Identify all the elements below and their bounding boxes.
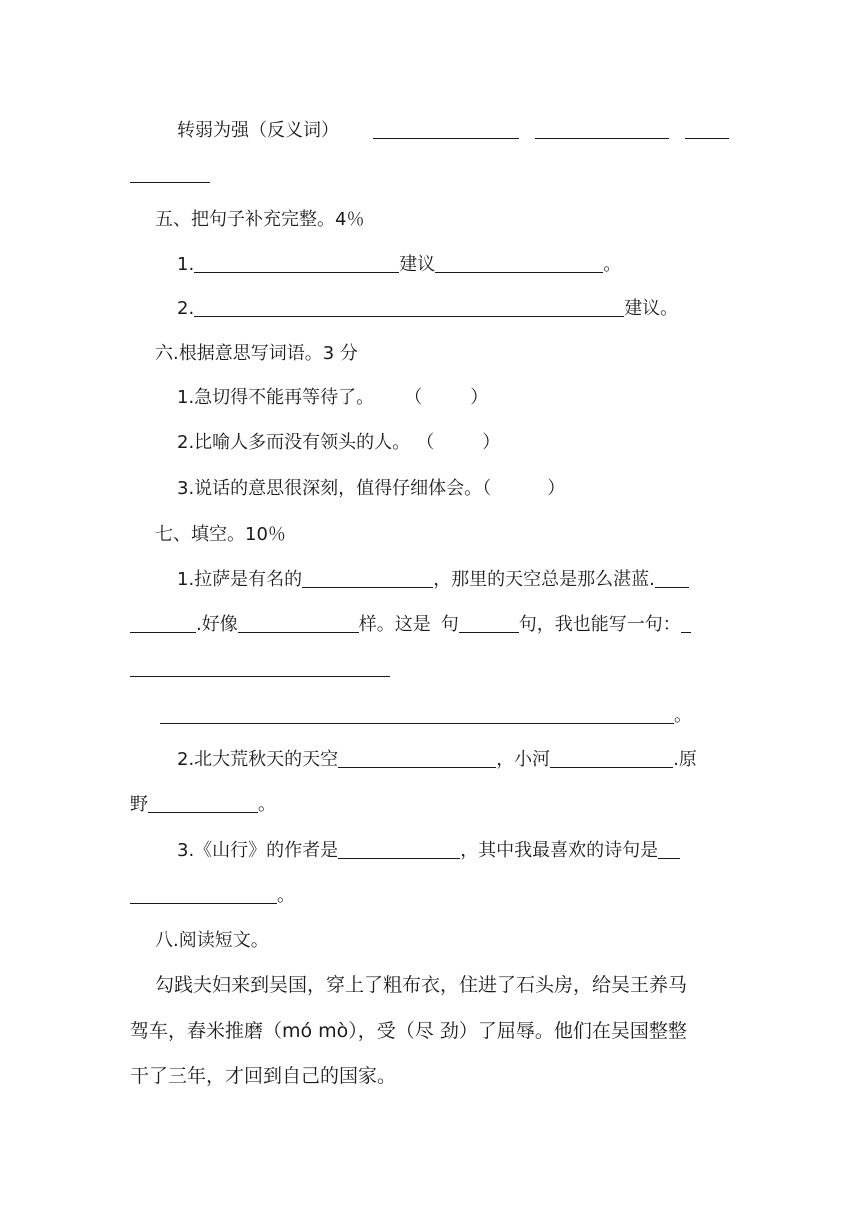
- section5-heading: 五、把句子补充完整。4％: [155, 209, 365, 230]
- q2-text: 2.北大荒秋天的天空: [177, 749, 339, 770]
- section7-q2-line2: [130, 792, 276, 818]
- section7-q3-line1: [177, 838, 680, 864]
- answer-blank[interactable]: [681, 612, 691, 633]
- q3-text: ，其中我最喜欢的诗句是: [460, 840, 659, 861]
- item-text: 3.说话的意思很深刻，值得仔细体会。: [177, 478, 483, 499]
- section7-q2-line1: [177, 747, 697, 773]
- paren-open: （: [404, 387, 423, 408]
- section6-item-1: [177, 385, 488, 411]
- q2-end: 。: [258, 794, 276, 815]
- q1-text: 句，我也能写一句：: [518, 614, 681, 635]
- answer-blank[interactable]: [435, 252, 603, 273]
- q3-end: 。: [277, 885, 295, 906]
- answer-blank[interactable]: [130, 612, 196, 633]
- answer-blank[interactable]: [550, 747, 673, 768]
- item-number: 1.: [177, 254, 195, 275]
- item-text: 。: [603, 254, 622, 275]
- item-text: 1.急切得不能再等待了。: [177, 387, 375, 408]
- q1-text: 1.拉萨是有名的: [177, 569, 303, 590]
- q3-text: 3.《山行》的作者是: [177, 840, 339, 861]
- section6-item-2: [177, 430, 500, 456]
- item-text: 建议。: [624, 298, 679, 319]
- answer-blank[interactable]: [338, 747, 496, 768]
- q1-end: 。: [674, 705, 692, 726]
- passage-line: 干了三年，才回到自己的国家。: [130, 1065, 397, 1087]
- answer-blank[interactable]: [658, 838, 680, 859]
- section7-q1-line4: [160, 703, 692, 729]
- paren-close: ）: [547, 478, 566, 499]
- answer-blank[interactable]: [130, 883, 277, 904]
- answer-blank[interactable]: [130, 656, 390, 677]
- antonym-line: [177, 118, 339, 144]
- answer-blank[interactable]: [302, 567, 433, 588]
- section6-heading: 六.根据意思写词语。3 分: [155, 343, 358, 364]
- q1-text: 句: [440, 614, 459, 635]
- section5-item-2: [177, 296, 678, 322]
- q2-text: .原: [673, 749, 697, 770]
- paren-open: （: [482, 478, 492, 499]
- section8-heading: 八.阅读短文。: [155, 930, 269, 951]
- paren-close: ）: [482, 432, 501, 453]
- answer-blank[interactable]: [338, 838, 460, 859]
- item-text: 建议: [399, 254, 436, 275]
- item-text: 2.比喻人多而没有领头的人。: [177, 432, 411, 453]
- answer-blank[interactable]: [685, 118, 729, 139]
- answer-blank[interactable]: [535, 118, 669, 139]
- section7-heading: 七、填空。10％: [155, 524, 286, 545]
- paren-open: （: [416, 432, 435, 453]
- section7-q1-line2: [130, 612, 691, 638]
- answer-blank[interactable]: [655, 567, 689, 588]
- answer-blank[interactable]: [160, 703, 674, 724]
- q2-text: 野: [130, 794, 148, 815]
- section7-q1-line1: [177, 567, 689, 593]
- section7-q3-line2: [130, 883, 295, 909]
- q1-text: .好像: [196, 614, 238, 635]
- answer-blank[interactable]: [194, 252, 399, 273]
- section6-item-3: [177, 476, 565, 502]
- passage-line: 勾践夫妇来到吴国，穿上了粗布衣，住进了石头房，给吴王养马: [155, 974, 688, 996]
- answer-blank[interactable]: [459, 612, 519, 633]
- antonym-label: 转弱为强（反义词）: [177, 120, 339, 141]
- q1-text: 样。这是: [358, 614, 431, 635]
- answer-blank[interactable]: [194, 296, 624, 317]
- passage-line: 驾车，舂米推磨（mó mò），受（尽 劲）了屈辱。他们在吴国整整: [130, 1020, 687, 1042]
- section5-item-1: [177, 252, 621, 278]
- answer-blank[interactable]: [373, 118, 519, 139]
- paren-close: ）: [470, 387, 489, 408]
- answer-blank[interactable]: [130, 162, 210, 183]
- q2-text: ，小河: [496, 749, 551, 770]
- answer-blank[interactable]: [238, 612, 359, 633]
- item-number: 2.: [177, 298, 195, 319]
- q1-text: ，那里的天空总是那么湛蓝.: [433, 569, 655, 590]
- answer-blank[interactable]: [148, 792, 258, 813]
